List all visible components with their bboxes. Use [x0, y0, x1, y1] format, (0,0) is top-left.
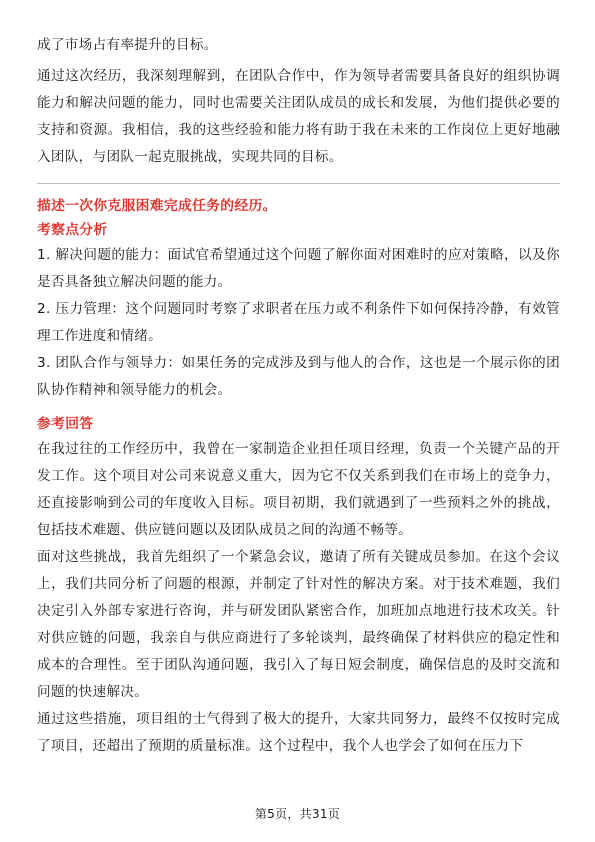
- analysis-point: 2. 压力管理：这个问题同时考察了求职者在压力或不利条件下如何保持冷静，有效管理工作进度和情绪。: [37, 301, 560, 344]
- analysis-heading: 考察点分析: [37, 222, 108, 238]
- analysis-point: 1. 解决问题的能力：面试官希望通过这个问题了解你面对困难时的应对策略，以及你是否具备独立解决问题的能力。: [37, 247, 560, 290]
- page-number: 第5页，共31页: [254, 807, 341, 821]
- intro-line: 成了市场占有率提升的目标。: [37, 37, 218, 53]
- intro-paragraph: 通过这次经历，我深刻理解到，在团队合作中，作为领导者需要具备良好的组织协调能力和解决问题的能力，同时也需要关注团队成员的成长和发展，为他们提供必要的支持和资源。我相信，我的这些经验和能力将有助于我在未来的工作岗位上更好地融入团队，与团队一起克服挑战，实现共同的目标。: [37, 68, 560, 165]
- document-page: [37, 32, 560, 760]
- answer-paragraph: 在我过往的工作经历中，我曾在一家制造企业担任项目经理，负责一个关键产品的开发工作。这个项目对公司来说意义重大，因为它不仅关系到我们在市场上的竞争力，还直接影响到公司的年度收入目标。项目初期，我们就遇到了一些预料之外的挑战，包括技术难题、供应链问题以及团队成员之间的沟通不畅等。: [37, 441, 560, 538]
- section-divider: [37, 183, 560, 184]
- answer-paragraph: 面对这些挑战，我首先组织了一个紧急会议，邀请了所有关键成员参加。在这个会议上，我们共同分析了问题的根源，并制定了针对性的解决方案。对于技术难题，我们决定引入外部专家进行咨询，并与研发团队紧密合作，加班加点地进行技术攻关。针对供应链的问题，我亲自与供应商进行了多轮谈判，最终确保了材料供应的稳定性和成本的合理性。至于团队沟通问题，我引入了每日短会制度，确保信息的及时交流和问题的快速解决。: [37, 549, 560, 700]
- answer-heading: 参考回答: [37, 416, 94, 432]
- answer-paragraph: 通过这些措施，项目组的士气得到了极大的提升，大家共同努力，最终不仅按时完成了项目，还超出了预期的质量标准。这个过程中，我个人也学会了如何在压力下: [37, 711, 560, 754]
- interview-question: 描述一次你克服困难完成任务的经历。: [37, 198, 277, 214]
- analysis-point: 3. 团队合作与领导力：如果任务的完成涉及到与他人的合作，这也是一个展示你的团队协作精神和领导能力的机会。: [37, 355, 560, 398]
